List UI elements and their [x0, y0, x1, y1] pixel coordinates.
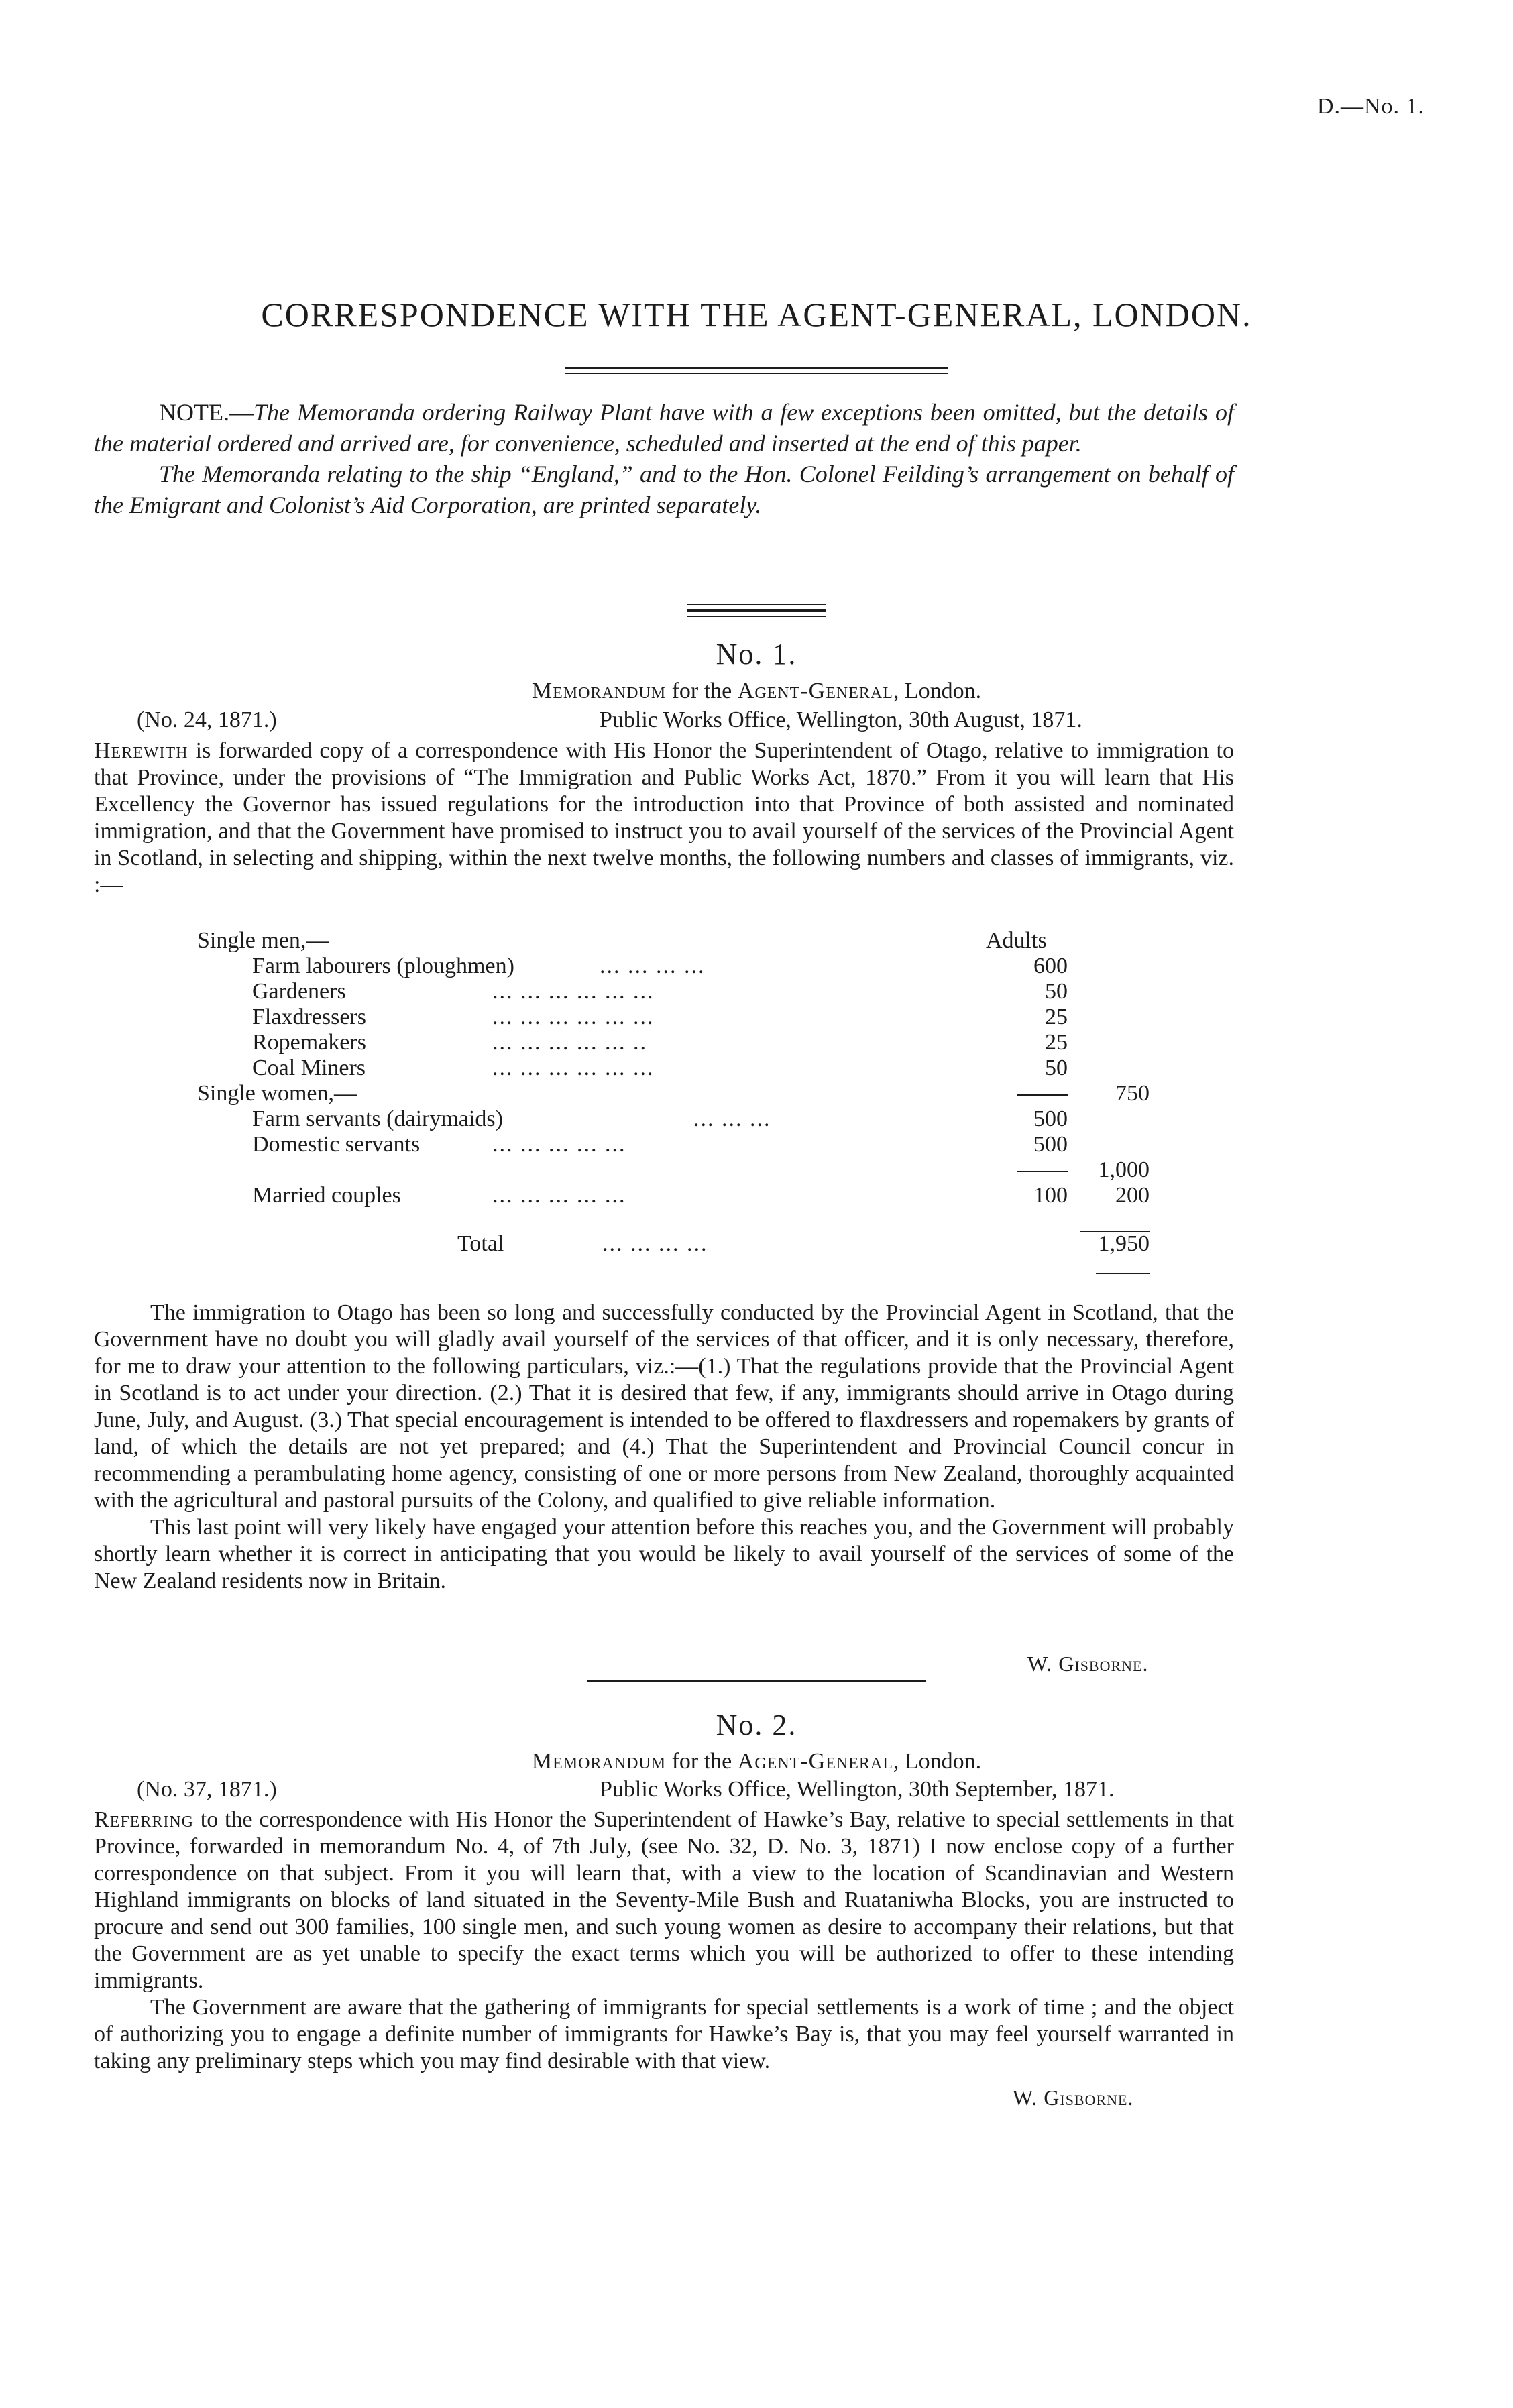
- memo-1-signature: [1027, 1652, 1149, 1676]
- subtotal-rule: [987, 1081, 1068, 1106]
- table-row: [197, 1106, 1163, 1132]
- row-value: 100: [1033, 1183, 1068, 1208]
- memo-label: Memorandum: [531, 1749, 667, 1774]
- note-text-1: The Memoranda ordering Railway Plant have with a few exceptions been omitted, but the details of the material ordered and arrived are, for convenience, scheduled and inserted at the end of this paper.: [94, 399, 1234, 457]
- row-leader: ... ... ... ... ... ...: [492, 1055, 655, 1080]
- table-row: [197, 1005, 1163, 1030]
- memo-1-heading: No. 1.: [716, 638, 797, 671]
- single-women-total: 1,000: [1098, 1157, 1150, 1182]
- paragraph-text: to the correspondence with His Honor the Superintendent of Hawke’s Bay, relative to special settlements in that Province, forwarded in memorandum No. 4, of 7th July, (see No. 32, D. No. 3, 1871) I now enclose copy of a further correspondence on that subject. From it you will learn that, with a view to the location of Scandinavian and Western Highland immigrants on blocks of land situated in the Seventy-Mile Bush and Ruataniwha Blocks, you are instructed to procure and send out 300 families, 100 single men, and such young women as desire to accompany their relations, but that the Government are as yet unable to specify the exact terms which you will be authorized to offer to these intending immigrants.: [94, 1807, 1234, 1993]
- memo-for: for the: [666, 679, 738, 703]
- row-value: 600: [1033, 954, 1068, 978]
- row-label: Farm servants (dairymaids): [252, 1106, 503, 1131]
- row-label: Ropemakers: [252, 1030, 366, 1055]
- row-label: Gardeners: [252, 979, 346, 1004]
- row-value: 25: [1045, 1030, 1068, 1055]
- memo-1-body-continued: [94, 1300, 1234, 1595]
- memo-divider: [587, 1680, 926, 1686]
- note-block: [94, 397, 1234, 520]
- immigrants-table: [197, 928, 1163, 1282]
- row-leader: ... ... ... ... ... ...: [492, 979, 655, 1004]
- table-row: [197, 1183, 1163, 1208]
- row-value: 50: [1045, 1055, 1068, 1080]
- signature-text: W. Gisborne.: [1027, 1652, 1149, 1676]
- single-men-label: Single men,—: [197, 928, 329, 953]
- row-label: Coal Miners: [252, 1055, 366, 1080]
- memo-2-heading: No. 2.: [716, 1709, 797, 1741]
- row-leader: ... ... ... ... ...: [492, 1183, 626, 1208]
- table-row: [197, 1055, 1163, 1081]
- memo-location: , London.: [893, 1749, 982, 1774]
- row-leader: ... ... ... ... ...: [492, 1132, 626, 1157]
- table-row: [197, 1157, 1163, 1183]
- married-total: 200: [1115, 1183, 1150, 1208]
- table-row: [197, 928, 1163, 954]
- single-men-total: 750: [1115, 1081, 1150, 1106]
- page-title: CORRESPONDENCE WITH THE AGENT-GENERAL, LONDON.: [261, 296, 1252, 333]
- title-divider: [565, 367, 948, 378]
- row-leader: ... ... ...: [693, 1106, 771, 1131]
- memo-2-address: [0, 1749, 1513, 1774]
- note-paragraph-1: [94, 397, 1234, 459]
- table-row: [197, 1231, 1163, 1257]
- note-label: NOTE.—: [159, 399, 254, 426]
- memo-1-place-date: Public Works Office, Wellington, 30th August, 1871.: [600, 707, 1082, 732]
- row-leader: ... ... ... ... ... ...: [492, 1005, 655, 1029]
- table-row: [197, 979, 1163, 1005]
- subtotal-rule: [987, 1157, 1068, 1183]
- signature-text: W. Gisborne.: [1013, 2085, 1134, 2110]
- row-leader: ... ... ... ...: [600, 954, 706, 978]
- adults-header: Adults: [986, 928, 1047, 953]
- row-leader: ... ... ... ...: [602, 1231, 708, 1256]
- row-value: 25: [1045, 1005, 1068, 1029]
- total-double-rule: [1069, 1259, 1150, 1285]
- note-paragraph-2: The Memoranda relating to the ship “England,” and to the Hon. Colonel Feilding’s arrangement on behalf of the Emigrant and Colonist’s Aid Corporation, are printed separately.: [94, 461, 1234, 518]
- memo-1-paragraph-2: The immigration to Otago has been so long and successfully conducted by the Provincial Agent in Scotland, that the Government have no doubt you will gladly avail yourself of the services of that officer, and it is only necessary, therefore, for me to draw your attention to the following particulars, viz.:—(1.) That the regulations provide that the Provincial Agent in Scotland is to act under your direction. (2.) That it is desired that few, if any, immigrants should arrive in Otago during June, July, and August. (3.) That special encouragement is intended to be offered to flaxdressers and ropemakers by grants of land, of which the details are not yet prepared; and (4.) That the Superintendent and Provincial Council concur in recommending a perambulating home agency, consisting of one or more persons from New Zealand, thoroughly acquainted with the agricultural and pastoral pursuits of the Colony, and qualified to give reliable information.: [94, 1300, 1234, 1513]
- row-value: 500: [1033, 1132, 1068, 1157]
- memo-2-place-date: Public Works Office, Wellington, 30th September, 1871.: [600, 1777, 1115, 1802]
- memo-1-address: [0, 679, 1513, 704]
- memo-2-paragraph-2: The Government are aware that the gathering of immigrants for special settlements is a work of time ; and the object of authorizing you to engage a definite number of immigrants for Hawke’s Bay is, that you may feel yourself warranted in taking any preliminary steps which you may find desirable with that view.: [94, 1995, 1234, 2073]
- note-divider: [687, 604, 826, 621]
- row-label: Domestic servants: [252, 1132, 421, 1157]
- memo-label: Memorandum: [531, 679, 667, 703]
- memo-1-ref: (No. 24, 1871.): [137, 707, 277, 732]
- memo-location: , London.: [893, 679, 982, 703]
- row-leader: ... ... ... ... ... ..: [492, 1030, 647, 1055]
- table-row: [197, 1030, 1163, 1055]
- memo-2-paragraph-1: [94, 1807, 1234, 1994]
- table-row: [197, 1132, 1163, 1157]
- lead-word: Referring: [94, 1807, 194, 1832]
- lead-word: Herewith: [94, 738, 188, 763]
- total-label: Total: [457, 1231, 504, 1256]
- table-row: [197, 954, 1163, 979]
- table-row: [197, 1081, 1163, 1106]
- memo-1-paragraph-3: This last point will very likely have engaged your attention before this reaches you, and the Government will probably shortly learn whether it is correct in anticipating that you would be likely to avail yourself of the services of some of the New Zealand residents now in Britain.: [94, 1515, 1234, 1593]
- memo-2-ref: (No. 37, 1871.): [137, 1777, 277, 1802]
- table-row: [197, 1208, 1163, 1231]
- row-label: Married couples: [252, 1183, 401, 1208]
- grand-total: 1,950: [1098, 1231, 1150, 1256]
- row-value: 500: [1033, 1106, 1068, 1131]
- table-row: [197, 1257, 1163, 1282]
- memo-for: for the: [666, 1749, 738, 1774]
- memo-2-body: [94, 1807, 1234, 2075]
- document-reference: D.—No. 1.: [1316, 94, 1424, 119]
- row-value: 50: [1045, 979, 1068, 1004]
- memo-recipient: Agent-General: [737, 1749, 893, 1774]
- single-women-label: Single women,—: [197, 1081, 357, 1106]
- memo-1-paragraph-1: [94, 738, 1234, 899]
- memo-1-body: [94, 738, 1234, 899]
- row-label: Flaxdressers: [252, 1005, 366, 1029]
- memo-2-signature: [1013, 2085, 1134, 2110]
- memo-recipient: Agent-General: [737, 679, 893, 703]
- row-label: Farm labourers (ploughmen): [252, 954, 514, 978]
- paragraph-text: is forwarded copy of a correspondence with His Honor the Superintendent of Otago, relative to immigration to that Province, under the provisions of “The Immigration and Public Works Act, 1870.” From it you will learn that His Excellency the Governor has issued regulations for the introduction into that Province of both assisted and nominated immigration, and that the Government have promised to instruct you to avail yourself of the services of the Provincial Agent in Scotland, in selecting and shipping, within the next twelve months, the following numbers and classes of immigrants, viz. :—: [94, 738, 1234, 897]
